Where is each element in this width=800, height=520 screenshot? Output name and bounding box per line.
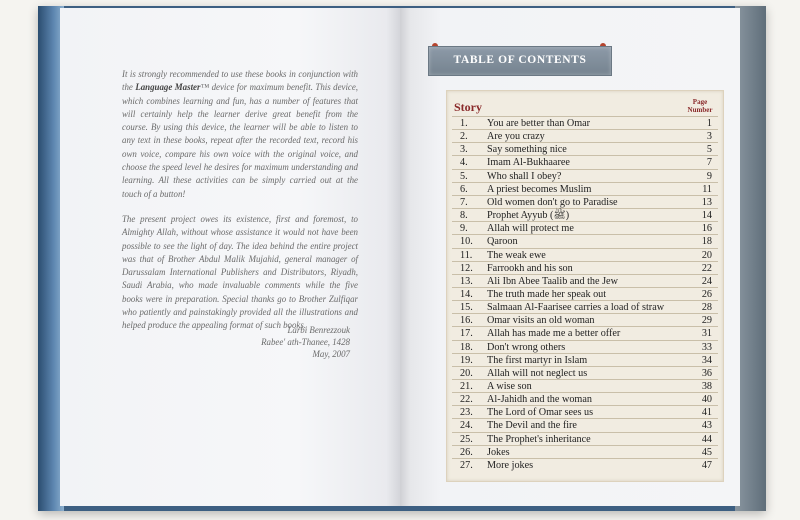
toc-entry-page: 31: [701, 328, 712, 340]
toc-entry-page: 43: [701, 420, 712, 432]
toc-entry-number: 12.: [460, 262, 473, 274]
toc-entry-title: The Lord of Omar sees us: [487, 407, 594, 419]
toc-entry: [456, 117, 716, 130]
toc-entry-page: 38: [701, 381, 712, 392]
toc-entry-title: Who shall I obey?: [487, 170, 562, 182]
toc-entry-number: 14.: [460, 288, 473, 300]
toc-entry-number: 27.: [460, 459, 473, 471]
toc-entry-title: Allah will not neglect us: [487, 367, 588, 379]
toc-entry-title: Allah will protect me: [487, 223, 574, 235]
toc-entry-page: 40: [701, 394, 712, 406]
toc-entry-page: 45: [701, 446, 712, 458]
author-name: Larbi Benrezzouk: [287, 325, 350, 335]
toc-entry-title: The weak ewe: [487, 249, 546, 261]
toc-entry-number: 22.: [460, 394, 473, 406]
toc-entry-title: The Prophet's inheritance: [487, 433, 591, 445]
toc-entry-title: Qaroon: [487, 236, 518, 248]
toc-entry-page: 36: [701, 367, 712, 379]
paragraph-language-master: It is strongly recommended to use these books in conjunction with the Language Master™ device for maximum benefit. This device, which combines learning and fun, has a number of features that will certainly help the learner derive great benefit from the course. By using this device, the learner will be able to listen to any text in these books, repeat after the recorded text, record his own voice, compare his own voice with the original voice, and choose the speed level he desires for maximum understanding and learning. All these activities can be simply carried out at the touch of a button!: [122, 69, 359, 199]
toc-entry: [456, 327, 716, 340]
toc-entry-page: 44: [701, 433, 712, 445]
toc-entry-number: 25.: [460, 433, 473, 445]
toc-entry-title: The Devil and the fire: [487, 420, 577, 432]
toc-entry-title: A priest becomes Muslim: [487, 183, 592, 195]
toc-entry-title: Omar visits an old woman: [487, 315, 595, 327]
toc-entry-page: 22: [701, 262, 712, 274]
toc-entry: [456, 419, 716, 432]
toc-entry-title: Old women don't go to Paradise: [487, 196, 618, 208]
toc-entry: [456, 459, 716, 472]
toc-entry-title: Farrookh and his son: [487, 262, 573, 274]
toc-column-story: Story: [454, 100, 482, 114]
toc-entry-title: Imam Al-Bukhaaree: [487, 157, 570, 169]
toc-entry-number: 18.: [460, 341, 473, 353]
toc-entry: [456, 130, 716, 143]
toc-entry-page: 3: [706, 131, 712, 143]
toc-entry-title: Al-Jahidh and the woman: [487, 394, 592, 406]
gregorian-date: May, 2007: [312, 349, 350, 359]
toc-entry-title: The first martyr in Islam: [487, 354, 588, 366]
toc-entry-number: 8.: [460, 210, 468, 222]
toc-entry: [456, 380, 716, 393]
toc-entry-title: More jokes: [487, 459, 534, 471]
toc-entry-title: Ali Ibn Abee Taalib and the Jew: [487, 275, 618, 287]
toc-entry-title: A wise son: [487, 381, 532, 392]
toc-entry-title: The truth made her speak out: [487, 288, 607, 300]
toc-entry-page: 24: [701, 275, 712, 287]
toc-entry: [456, 196, 716, 209]
toc-entry-number: 17.: [460, 328, 473, 340]
toc-entry: [456, 143, 716, 156]
toc-entry-title: You are better than Omar: [487, 118, 591, 129]
toc-entry-page: 14: [701, 210, 712, 222]
toc-entry-number: 19.: [460, 354, 473, 366]
toc-entry-number: 9.: [460, 223, 468, 235]
toc-entry-page: 18: [701, 236, 712, 248]
signature-block: [200, 324, 350, 360]
toc-entry-title: Prophet Ayyub (ﷺ): [487, 210, 570, 222]
toc-entry: [456, 393, 716, 406]
toc-entry-title: Salmaan Al-Faarisee carries a load of straw: [487, 302, 665, 314]
toc-entry: [456, 262, 716, 275]
toc-entry-title: Allah has made me a better offer: [487, 328, 621, 340]
toc-entry-number: 2.: [460, 131, 468, 143]
toc-entry-number: 20.: [460, 367, 473, 379]
paragraph-acknowledgements: The present project owes its existence, first and foremost, to Almighty Allah, without whose assistance it would not have been possible to see the light of day. The idea behind the entire project was that of Brother Abdul Malik Mujahid, general manager of Darussalam International Publishers and Distributors, Riyadh, Saudi Arabia, who made invaluable comments while the five books were in preparation. Special thanks go to Brother Zulfiqar who patiently and painstakingly provided all the illustrations and helped produce the appealing format of such books.: [122, 213, 358, 331]
toc-entry-number: 6.: [460, 183, 468, 195]
toc-entry: [456, 367, 716, 380]
toc-entry: [456, 354, 716, 367]
toc-entry-page: 20: [701, 249, 712, 261]
toc-entry-number: 1.: [460, 118, 468, 129]
toc-entry-number: 16.: [460, 315, 473, 327]
toc-entry: [456, 183, 716, 196]
toc-entry-title: Jokes: [487, 446, 510, 458]
toc-entry-number: 13.: [460, 275, 473, 287]
toc-entry: [456, 209, 716, 222]
toc-entry-title: Say something nice: [487, 144, 567, 156]
toc-entry-number: 11.: [460, 249, 473, 261]
toc-entry: [456, 156, 716, 169]
toc-entry: [456, 235, 716, 248]
toc-entry: [456, 314, 716, 327]
toc-entry: [456, 433, 716, 446]
toc-entry-number: 21.: [460, 381, 473, 392]
toc-entry-page: 34: [701, 354, 712, 366]
toc-entry-number: 7.: [460, 196, 468, 208]
toc-entry: [456, 301, 716, 314]
toc-entry-page: 29: [701, 315, 712, 327]
toc-entry-number: 10.: [460, 236, 473, 248]
toc-entry-number: 4.: [460, 157, 468, 169]
hijri-date: Rabee' ath-Thanee, 1428: [261, 337, 350, 347]
toc-heading-banner: [428, 46, 612, 76]
toc-entry-page: 26: [701, 288, 712, 300]
toc-entry-page: 33: [701, 341, 712, 353]
toc-entry: [456, 288, 716, 301]
toc-entry: [456, 222, 716, 235]
toc-column-page-number: Page Number: [687, 98, 713, 114]
toc-entry-number: 15.: [460, 302, 473, 314]
toc-entry-page: 13: [701, 196, 712, 208]
toc-entry-number: 3.: [460, 144, 468, 156]
toc-entry-title: Are you crazy: [487, 131, 545, 143]
toc-entry: [456, 170, 716, 183]
toc-entry-number: 24.: [460, 420, 473, 432]
toc-entry-number: 26.: [460, 446, 473, 458]
toc-entry-page: 28: [701, 302, 712, 314]
toc-entry-number: 5.: [460, 170, 468, 182]
toc-entry: [456, 275, 716, 288]
toc-entry: [456, 249, 716, 262]
toc-entry-page: 47: [701, 459, 712, 471]
language-master-emphasis: Language Master: [135, 82, 201, 93]
toc-entry-page: 11: [702, 183, 712, 195]
toc-entry-page: 41: [701, 407, 712, 419]
left-page-text: [122, 68, 358, 345]
toc-entry-page: 9: [706, 170, 712, 182]
toc-entry: [456, 341, 716, 354]
toc-entry-page: 5: [706, 144, 712, 156]
toc-entry-title: Don't wrong others: [487, 341, 566, 353]
toc-entry-page: 1: [706, 118, 712, 129]
toc-entry: [456, 406, 716, 419]
toc-entry: [456, 446, 716, 459]
toc-entry-number: 23.: [460, 407, 473, 419]
toc-entry-page: 7: [706, 157, 712, 169]
toc-entry-page: 16: [701, 223, 712, 235]
toc-heading: TABLE OF CONTENTS: [453, 54, 587, 66]
